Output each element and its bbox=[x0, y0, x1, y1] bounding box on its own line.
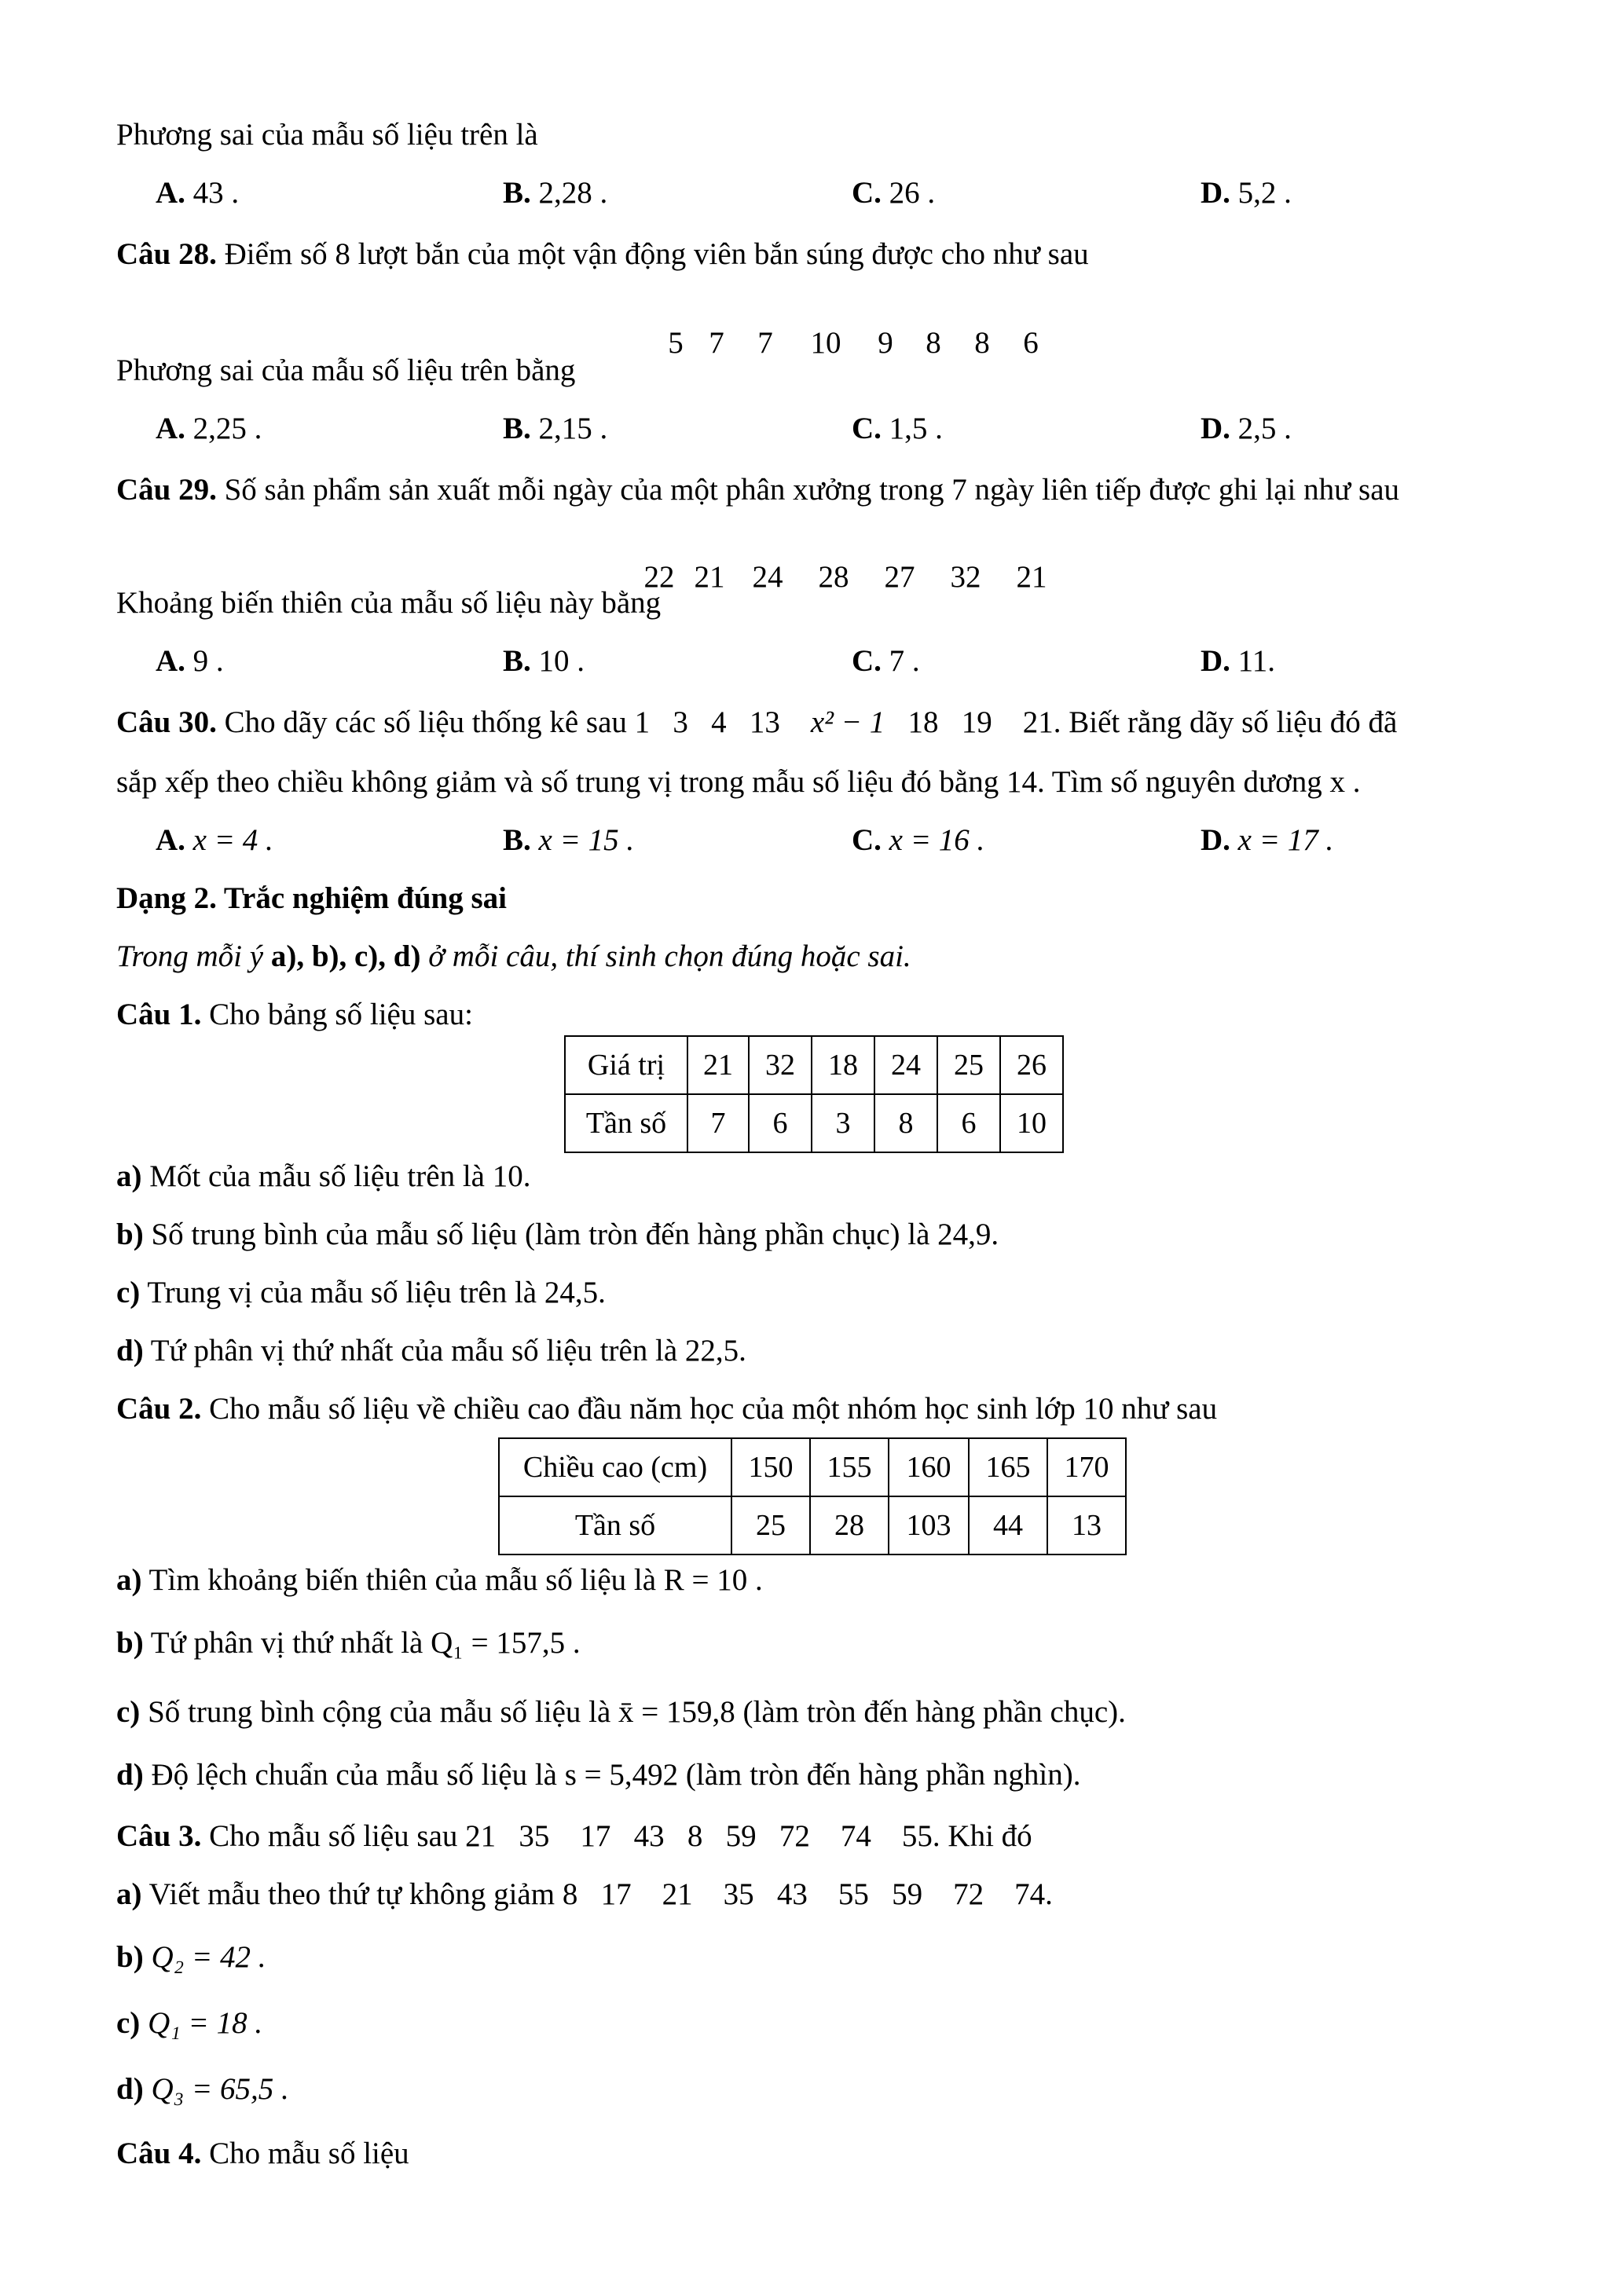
q29-stem: Câu 29. Số sản phẩm sản xuất mỗi ngày của một phân xưởng trong 7 ngày liên tiếp được ghi lại như sau bbox=[116, 473, 1400, 507]
q28-option-d: D. 2,5 . bbox=[1201, 412, 1292, 445]
table-cell: 6 bbox=[937, 1094, 1000, 1152]
c3-item-a: a) Viết mẫu theo thứ tự không giảm 8 17 21 35 43 55 59 72 74. bbox=[116, 1877, 1053, 1911]
table-cell: 165 bbox=[969, 1438, 1047, 1496]
table-cell: 160 bbox=[889, 1438, 969, 1496]
q29-option-d: D. 11. bbox=[1201, 644, 1275, 678]
table-cell: Tần số bbox=[565, 1094, 687, 1152]
c4-stem: Câu 4. Cho mẫu số liệu bbox=[116, 2137, 409, 2170]
q29-option-a: A. 9 . bbox=[156, 644, 224, 678]
section-title: Dạng 2. Trắc nghiệm đúng sai bbox=[116, 881, 507, 915]
table-cell: 25 bbox=[937, 1036, 1000, 1094]
c3-stem: Câu 3. Cho mẫu số liệu sau 21 35 17 43 8 59 72 74 55. Khi đó bbox=[116, 1819, 1032, 1853]
q28-option-a: A. 2,25 . bbox=[156, 412, 262, 445]
c1-item-a: a) Mốt của mẫu số liệu trên là 10. bbox=[116, 1159, 531, 1193]
q30-option-b: B. x = 15 . bbox=[503, 823, 635, 857]
table-cell: 150 bbox=[731, 1438, 810, 1496]
q27-option-a: A. 43 . bbox=[156, 176, 240, 210]
c2-item-a: a) Tìm khoảng biến thiên của mẫu số liệu là R = 10 . bbox=[116, 1563, 763, 1597]
q30-option-d: D. x = 17 . bbox=[1201, 823, 1334, 857]
c1-item-b: b) Số trung bình của mẫu số liệu (làm tròn đến hàng phần chục) là 24,9. bbox=[116, 1218, 999, 1251]
table-cell: 6 bbox=[749, 1094, 812, 1152]
q27-option-d: D. 5,2 . bbox=[1201, 176, 1292, 210]
table-cell: 28 bbox=[810, 1496, 889, 1554]
table-cell: 103 bbox=[889, 1496, 969, 1554]
q30-option-a: A. x = 4 . bbox=[156, 823, 273, 857]
table-cell: 21 bbox=[687, 1036, 749, 1094]
table-cell: 10 bbox=[1000, 1094, 1063, 1152]
table-cell: 44 bbox=[969, 1496, 1047, 1554]
q29-option-c: C. 7 . bbox=[852, 644, 920, 678]
c1-table-row-frequency bbox=[565, 1094, 1063, 1152]
table-cell: 3 bbox=[812, 1094, 874, 1152]
table-cell: Chiều cao (cm) bbox=[499, 1438, 731, 1496]
q27-question: Phương sai của mẫu số liệu trên là bbox=[116, 118, 538, 152]
table-cell: 7 bbox=[687, 1094, 749, 1152]
table-cell: 18 bbox=[812, 1036, 874, 1094]
c1-table bbox=[564, 1035, 1064, 1153]
q28-stem: Câu 28. Điểm số 8 lượt bắn của một vận động viên bắn súng được cho như sau bbox=[116, 237, 1089, 271]
table-cell: 24 bbox=[874, 1036, 937, 1094]
table-cell: Tần số bbox=[499, 1496, 731, 1554]
c2-item-b: b) Tứ phân vị thứ nhất là Q₁ = 157,5 . bbox=[116, 1626, 581, 1660]
c2-table-row-frequency bbox=[499, 1496, 1126, 1554]
q28-data: 5 7 7 10 9 8 8 6 bbox=[668, 326, 1039, 360]
q29-data: 22 21 24 28 27 32 21 bbox=[643, 560, 1047, 594]
q27-option-c: C. 26 . bbox=[852, 176, 936, 210]
table-cell: 32 bbox=[749, 1036, 812, 1094]
table-cell: 25 bbox=[731, 1496, 810, 1554]
q28-option-b: B. 2,15 . bbox=[503, 412, 608, 445]
q30-option-c: C. x = 16 . bbox=[852, 823, 985, 857]
q29-question: Khoảng biến thiên của mẫu số liệu này bằng bbox=[116, 586, 662, 620]
c2-item-d: d) Độ lệch chuẩn của mẫu số liệu là s = 5,492 (làm tròn đến hàng phần nghìn). bbox=[116, 1758, 1081, 1792]
c1-item-c: c) Trung vị của mẫu số liệu trên là 24,5. bbox=[116, 1276, 606, 1309]
table-cell: Giá trị bbox=[565, 1036, 687, 1094]
c3-item-c: c) Q₁ = 18 . bbox=[116, 2006, 263, 2040]
table-cell: 170 bbox=[1047, 1438, 1126, 1496]
table-cell: 155 bbox=[810, 1438, 889, 1496]
c1-table-row-values bbox=[565, 1036, 1063, 1094]
c2-table bbox=[498, 1437, 1127, 1555]
q30-stem: Câu 30. Cho dãy các số liệu thống kê sau 1 3 4 13 x² − 1 18 19 21. Biết rằng dãy số liệu đó đã bbox=[116, 705, 1398, 739]
table-cell: 13 bbox=[1047, 1496, 1126, 1554]
c1-item-d: d) Tứ phân vị thứ nhất của mẫu số liệu trên là 22,5. bbox=[116, 1334, 746, 1368]
c2-table-row-height bbox=[499, 1438, 1126, 1496]
table-cell: 26 bbox=[1000, 1036, 1063, 1094]
q27-option-b: B. 2,28 . bbox=[503, 176, 608, 210]
c3-item-b: b) Q₂ = 42 . bbox=[116, 1940, 266, 1974]
c3-item-d: d) Q₃ = 65,5 . bbox=[116, 2072, 289, 2106]
section-instructions: Trong mỗi ý a), b), c), d) ở mỗi câu, thí sinh chọn đúng hoặc sai. bbox=[116, 939, 911, 973]
table-cell: 8 bbox=[874, 1094, 937, 1152]
q29-option-b: B. 10 . bbox=[503, 644, 585, 678]
q30-stem-line2: sắp xếp theo chiều không giảm và số trung vị trong mẫu số liệu đó bằng 14. Tìm số nguyên dương x . bbox=[116, 765, 1361, 799]
c1-stem: Câu 1. Cho bảng số liệu sau: bbox=[116, 998, 473, 1031]
q28-question: Phương sai của mẫu số liệu trên bằng bbox=[116, 353, 576, 387]
c2-stem: Câu 2. Cho mẫu số liệu về chiều cao đầu năm học của một nhóm học sinh lớp 10 như sau bbox=[116, 1392, 1218, 1426]
q28-option-c: C. 1,5 . bbox=[852, 412, 943, 445]
c2-item-c: c) Số trung bình cộng của mẫu số liệu là x̄ = 159,8 (làm tròn đến hàng phần chục). bbox=[116, 1695, 1126, 1729]
